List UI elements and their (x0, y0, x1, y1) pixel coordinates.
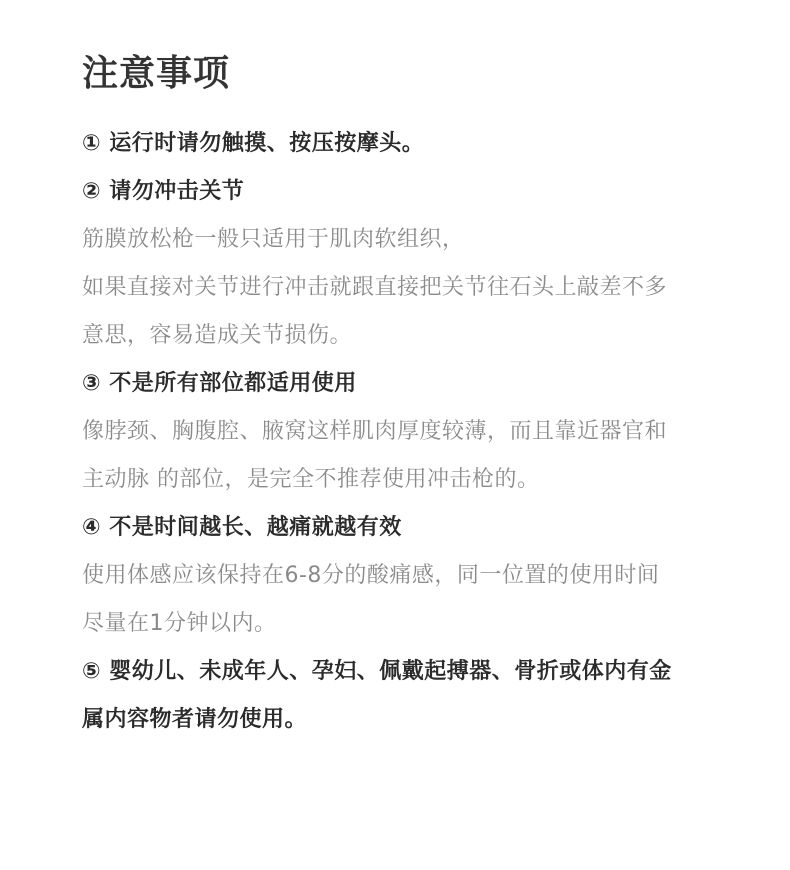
notice-item-4-heading: ④ 不是时间越长、越痛就越有效 (82, 515, 402, 540)
notice-item-4-text-line-1: 使用体感应该保持在6-8分的酸痛感，同一位置的使用时间 (82, 563, 660, 588)
notice-item-5-heading-line-1: ⑤ 婴幼儿、未成年人、孕妇、佩戴起搏器、骨折或体内有金 (82, 659, 672, 684)
notice-item-4-text-line-2: 尽量在1分钟以内。 (82, 611, 277, 636)
notice-item-3-text-line-2: 主动脉 的部位，是完全不推荐使用冲击枪的。 (82, 467, 540, 492)
notice-item-2-heading: ② 请勿冲击关节 (82, 179, 245, 204)
notice-item-2-text-line-2: 如果直接对关节进行冲击就跟直接把关节往石头上敲差不多 (82, 275, 668, 300)
notice-item-3-text-line-1: 像脖颈、胸腹腔、腋窝这样肌肉厚度较薄，而且靠近器官和 (82, 419, 668, 444)
notice-document (82, 50, 722, 744)
notice-item-1-heading: ① 运行时请勿触摸、按压按摩头。 (82, 131, 425, 156)
notice-item-3-heading: ③ 不是所有部位都适用使用 (82, 371, 357, 396)
page-title: 注意事项 (82, 53, 231, 94)
notice-item-2-text-line-1: 筋膜放松枪一般只适用于肌肉软组织， (82, 227, 465, 252)
notice-item-2-text-line-3: 意思，容易造成关节损伤。 (82, 323, 353, 348)
notice-item-5-heading-line-2: 属内容物者请勿使用。 (82, 707, 308, 732)
